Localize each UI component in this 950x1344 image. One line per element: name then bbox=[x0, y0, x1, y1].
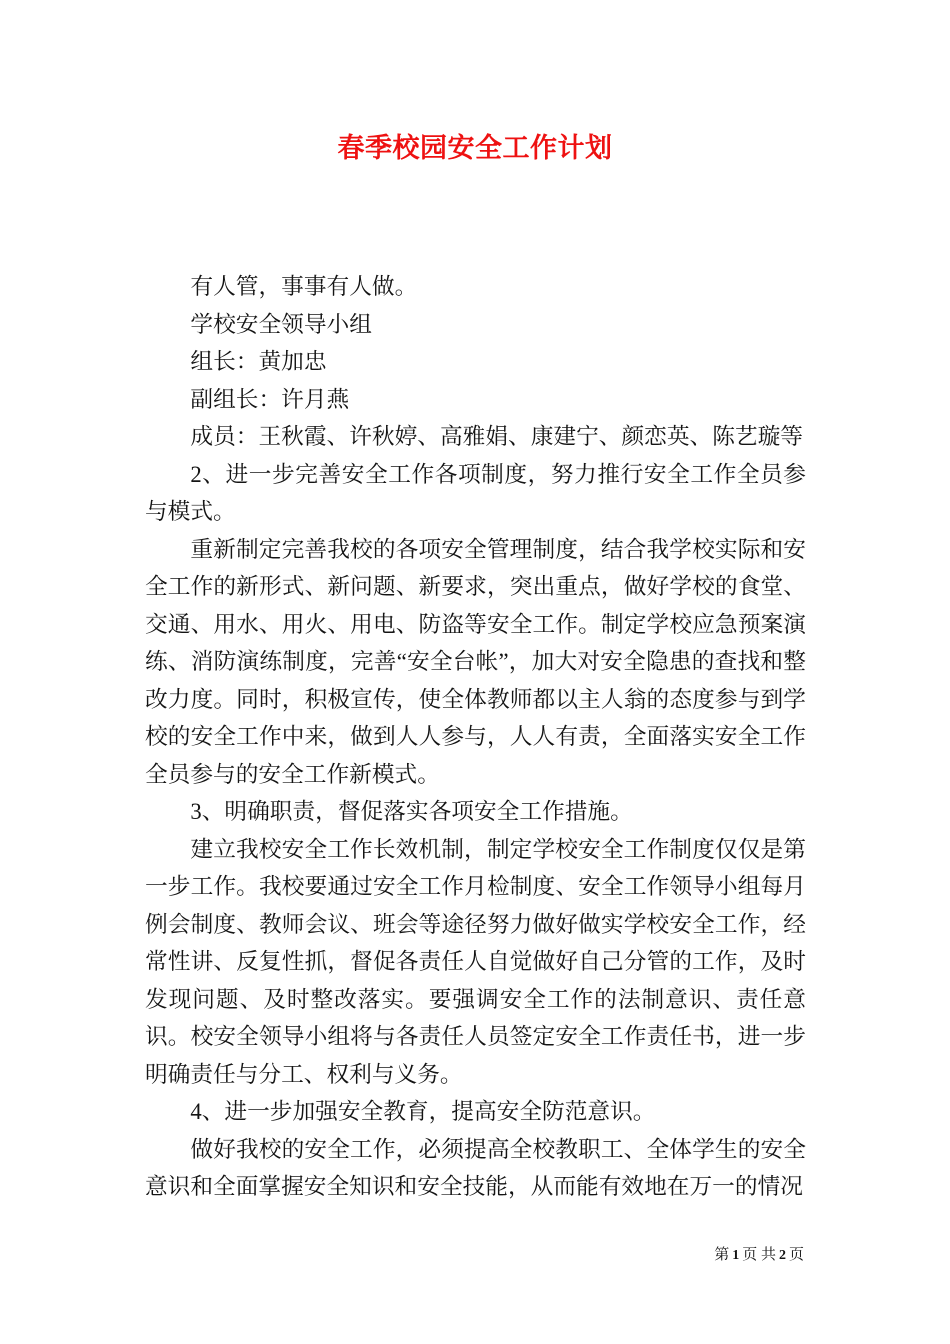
paragraph: 学校安全领导小组 bbox=[190, 311, 372, 337]
footer-current-page: 1 bbox=[732, 1248, 740, 1263]
paragraph: 副组长：许月燕 bbox=[190, 386, 350, 412]
paragraph: 有人管，事事有人做。 bbox=[190, 274, 418, 299]
paragraph: 重新制定完善我校的各项安全管理制度，结合我学校实际和安全工作的新形式、新问题、新要求，突出重点，做好学校的食堂、交通、用水、用火、用电、防盗等安全工作。制定学校应急预案演练、消防演练制度，完善“安全台帐”，加大对安全隐患的查找和整改力度。同时，积极宣传，使全体教师都以主人翁的态度参与到学校的安全工作中来，做到人人参与，人人有责，全面落实安全工作全员参与的安全工作新模式。 bbox=[145, 536, 806, 787]
paragraph: 组长：黄加忠 bbox=[190, 349, 327, 374]
page-number-footer bbox=[714, 1245, 804, 1266]
footer-label-suffix: 页 bbox=[788, 1247, 804, 1263]
paragraph: 做好我校的安全工作，必须提高全校教职工、全体学生的安全意识和全面掌握安全知识和安全技能，从而能有效地在万一的情况 bbox=[145, 1136, 806, 1199]
paragraph: 成员：王秋霞、许秋婷、高雅娟、康建宁、颜恋英、陈艺璇等 bbox=[190, 424, 803, 449]
paragraph: 2、进一步完善安全工作各项制度，努力推行安全工作全员参与模式。 bbox=[145, 461, 806, 524]
footer-total-pages: 2 bbox=[778, 1248, 786, 1263]
footer-label-middle: 页 共 bbox=[742, 1247, 776, 1263]
footer-label-prefix: 第 bbox=[714, 1247, 730, 1263]
document-title: 春季校园安全工作计划 bbox=[337, 133, 613, 163]
document-body bbox=[145, 268, 806, 1206]
paragraph: 4、进一步加强安全教育，提高安全防范意识。 bbox=[190, 1099, 656, 1124]
paragraph: 3、明确职责，督促落实各项安全工作措施。 bbox=[190, 799, 633, 824]
paragraph: 建立我校安全工作长效机制，制定学校安全工作制度仅仅是第一步工作。我校要通过安全工作月检制度、安全工作领导小组每月例会制度、教师会议、班会等途径努力做好做实学校安全工作，经常性讲、反复性抓，督促各责任人自觉做好自己分管的工作，及时发现问题、及时整改落实。要强调安全工作的法制意识、责任意识。校安全领导小组将与各责任人员签定安全工作责任书，进一步明确责任与分工、权利与义务。 bbox=[145, 836, 806, 1087]
